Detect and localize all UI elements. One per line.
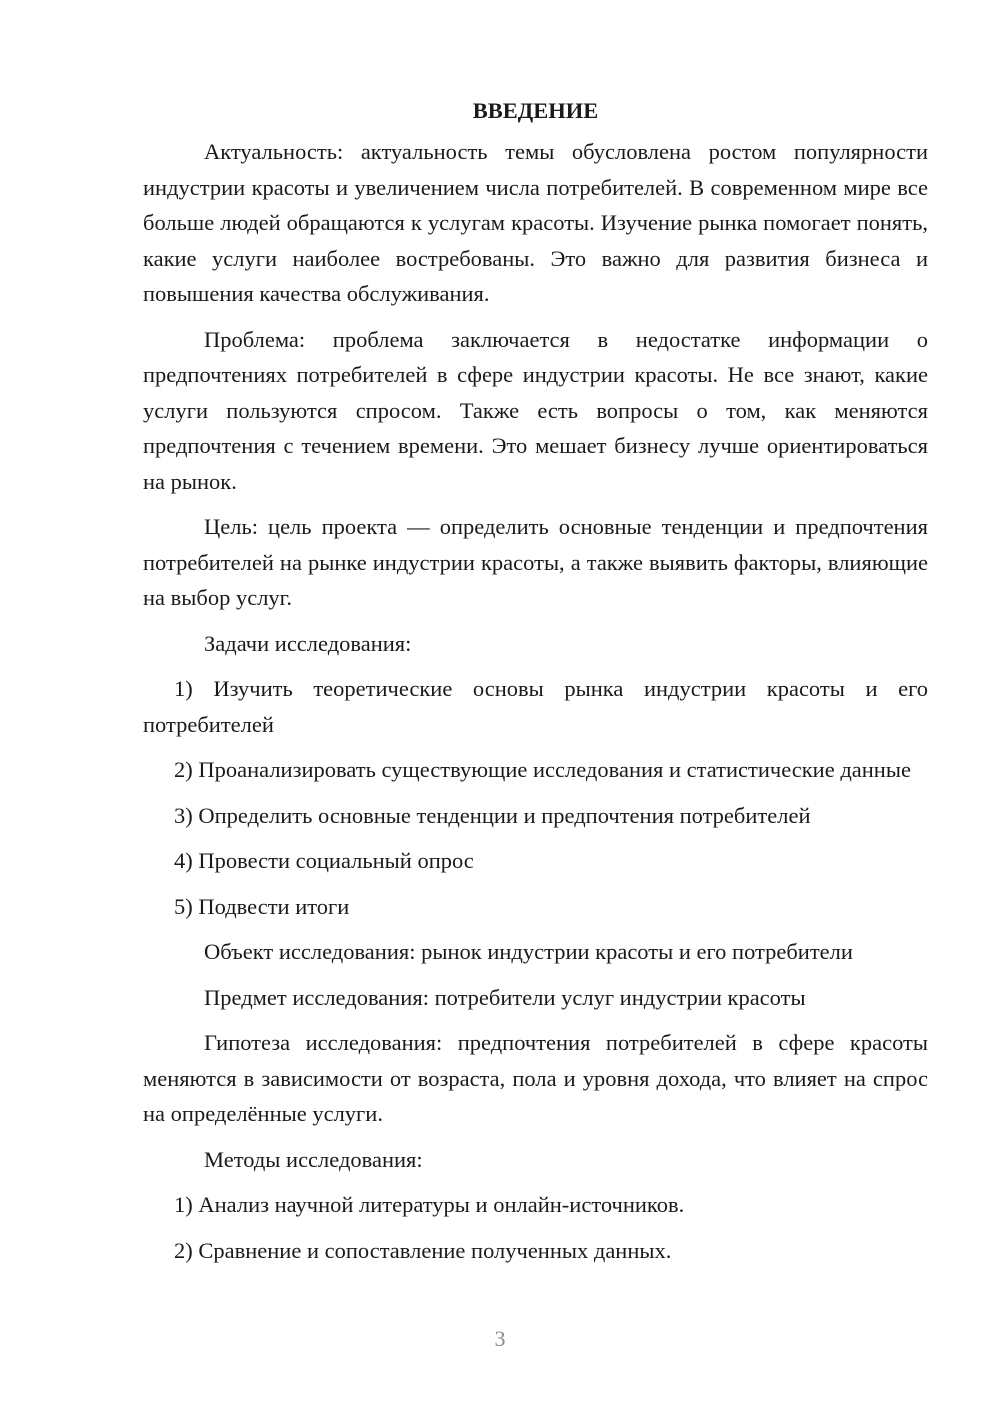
task-item: 1) Изучить теоретические основы рынка индустрии красоты и его потребителей (143, 676, 928, 737)
object-line: Объект исследования: рынок индустрии красоты и его потребители (204, 939, 853, 964)
task-item: 5) Подвести итоги (174, 893, 350, 919)
task-item: 2) Проанализировать существующие исследования и статистические данные (174, 757, 911, 782)
hypothesis-paragraph: Гипотеза исследования: предпочтения потребителей в сфере красоты меняются в зависимости от возраста, пола и уровня дохода, что влияет на спрос на определённые услуги. (143, 1030, 928, 1126)
page-title: ВВЕДЕНИЕ (472, 98, 599, 123)
method-item: 2) Сравнение и сопоставление полученных данных. (174, 1237, 672, 1263)
relevance-paragraph: Актуальность: актуальность темы обусловлена ростом популярности индустрии красоты и увеличением числа потребителей. В современном мире все больше людей обращаются к услугам красоты. Изучение рынка помогает понять, какие услуги наиболее востребованы. Это важно для развития бизнеса и повышения качества обслуживания. (143, 139, 928, 306)
task-item: 3) Определить основные тенденции и предпочтения потребителей (174, 802, 811, 828)
page-number: 3 (494, 1326, 506, 1351)
document-page (143, 96, 928, 1268)
problem-paragraph: Проблема: проблема заключается в недостатке информации о предпочтениях потребителей в сфере индустрии красоты. Не все знают, какие услуги пользуются спросом. Также есть вопросы о том, как меняются предпочтения с течением времени. Это мешает бизнесу лучше ориентироваться на рынок. (143, 326, 928, 494)
task-item: 4) Провести социальный опрос (174, 848, 474, 873)
goal-paragraph: Цель: цель проекта — определить основные тенденции и предпочтения потребителей на рынке индустрии красоты, а также выявить факторы, влияющие на выбор услуг. (143, 514, 928, 610)
methods-heading: Методы исследования: (204, 1146, 423, 1172)
subject-line: Предмет исследования: потребители услуг индустрии красоты (204, 984, 806, 1010)
method-item: 1) Анализ научной литературы и онлайн-источников. (174, 1192, 685, 1217)
tasks-heading: Задачи исследования: (204, 630, 412, 656)
